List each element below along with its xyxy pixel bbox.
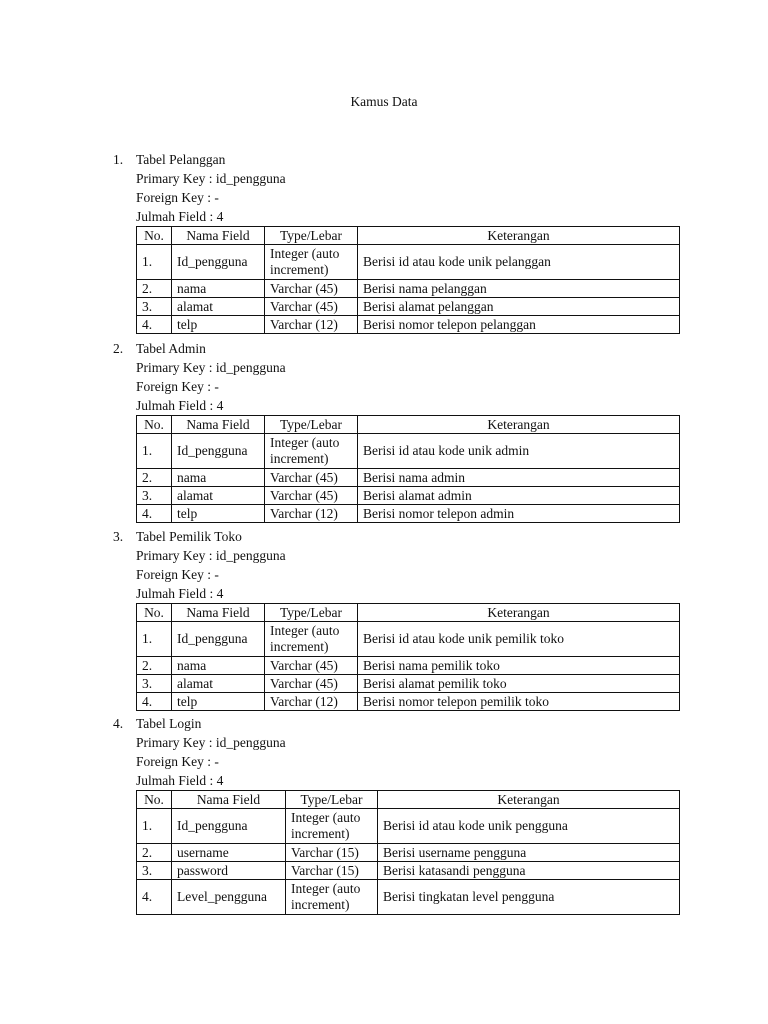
table-row bbox=[137, 622, 680, 657]
cell-field: telp bbox=[172, 316, 265, 334]
header-keterangan: Keterangan bbox=[358, 416, 680, 434]
section-heading bbox=[0, 527, 768, 546]
cell-keterangan: Berisi nama pemilik toko bbox=[358, 657, 680, 675]
cell-type: Varchar (12) bbox=[265, 505, 358, 523]
table-row bbox=[137, 675, 680, 693]
cell-keterangan: Berisi id atau kode unik pengguna bbox=[378, 809, 680, 844]
table-row bbox=[137, 280, 680, 298]
cell-no: 2. bbox=[137, 280, 172, 298]
field-count-line: Julmah Field : 4 bbox=[136, 209, 224, 224]
page-title: Kamus Data bbox=[350, 94, 418, 109]
data-dictionary-table bbox=[136, 226, 680, 334]
cell-keterangan: Berisi username pengguna bbox=[378, 844, 680, 862]
cell-field: Level_pengguna bbox=[172, 880, 286, 915]
cell-no: 2. bbox=[137, 844, 172, 862]
header-keterangan: Keterangan bbox=[358, 604, 680, 622]
data-dictionary-table bbox=[136, 415, 680, 523]
cell-no: 3. bbox=[137, 298, 172, 316]
header-keterangan: Keterangan bbox=[358, 227, 680, 245]
cell-field: nama bbox=[172, 469, 265, 487]
header-type-lebar: Type/Lebar bbox=[286, 791, 378, 809]
cell-type: Varchar (45) bbox=[265, 657, 358, 675]
cell-field: alamat bbox=[172, 298, 265, 316]
section-title: Tabel Login bbox=[136, 716, 202, 731]
cell-field: username bbox=[172, 844, 286, 862]
cell-field: nama bbox=[172, 280, 265, 298]
cell-type: Varchar (45) bbox=[265, 675, 358, 693]
foreign-key-line: Foreign Key : - bbox=[136, 567, 219, 582]
section-number: 2. bbox=[113, 341, 124, 356]
cell-keterangan: Berisi id atau kode unik pemilik toko bbox=[358, 622, 680, 657]
table-row bbox=[137, 693, 680, 711]
cell-field: telp bbox=[172, 505, 265, 523]
cell-type: Varchar (45) bbox=[265, 487, 358, 505]
cell-no: 3. bbox=[137, 487, 172, 505]
cell-no: 1. bbox=[137, 622, 172, 657]
cell-keterangan: Berisi tingkatan level pengguna bbox=[378, 880, 680, 915]
cell-type: Varchar (12) bbox=[265, 693, 358, 711]
header-no: No. bbox=[137, 791, 172, 809]
section-tabel-admin bbox=[0, 339, 768, 523]
section-number: 4. bbox=[113, 716, 124, 731]
section-title: Tabel Pemilik Toko bbox=[136, 529, 242, 544]
header-type-lebar: Type/Lebar bbox=[265, 227, 358, 245]
section-tabel-pelanggan bbox=[0, 150, 768, 334]
table-row bbox=[137, 469, 680, 487]
table-row bbox=[137, 505, 680, 523]
header-no: No. bbox=[137, 604, 172, 622]
cell-field: Id_pengguna bbox=[172, 245, 265, 280]
header-no: No. bbox=[137, 416, 172, 434]
section-title: Tabel Admin bbox=[136, 341, 206, 356]
cell-no: 1. bbox=[137, 434, 172, 469]
cell-type: Varchar (12) bbox=[265, 316, 358, 334]
section-heading bbox=[0, 150, 768, 169]
header-keterangan: Keterangan bbox=[378, 791, 680, 809]
cell-field: Id_pengguna bbox=[172, 434, 265, 469]
cell-keterangan: Berisi nomor telepon pelanggan bbox=[358, 316, 680, 334]
header-no: No. bbox=[137, 227, 172, 245]
table-row bbox=[137, 862, 680, 880]
table-row bbox=[137, 298, 680, 316]
foreign-key-line: Foreign Key : - bbox=[136, 190, 219, 205]
section-heading bbox=[0, 339, 768, 358]
cell-keterangan: Berisi alamat pelanggan bbox=[358, 298, 680, 316]
foreign-key-line: Foreign Key : - bbox=[136, 754, 219, 769]
table-row bbox=[137, 316, 680, 334]
cell-type: Varchar (45) bbox=[265, 469, 358, 487]
primary-key-line: Primary Key : id_pengguna bbox=[136, 735, 286, 750]
field-count-line: Julmah Field : 4 bbox=[136, 773, 224, 788]
cell-keterangan: Berisi id atau kode unik admin bbox=[358, 434, 680, 469]
table-header-row bbox=[137, 416, 680, 434]
cell-field: password bbox=[172, 862, 286, 880]
section-title: Tabel Pelanggan bbox=[136, 152, 226, 167]
cell-type: Varchar (15) bbox=[286, 862, 378, 880]
table-row bbox=[137, 809, 680, 844]
cell-keterangan: Berisi nama pelanggan bbox=[358, 280, 680, 298]
table-row bbox=[137, 487, 680, 505]
header-nama-field: Nama Field bbox=[172, 227, 265, 245]
cell-type: Varchar (45) bbox=[265, 280, 358, 298]
table-header-row bbox=[137, 604, 680, 622]
header-nama-field: Nama Field bbox=[172, 604, 265, 622]
header-nama-field: Nama Field bbox=[172, 416, 265, 434]
header-type-lebar: Type/Lebar bbox=[265, 416, 358, 434]
cell-no: 4. bbox=[137, 316, 172, 334]
table-header-row bbox=[137, 227, 680, 245]
table-row bbox=[137, 245, 680, 280]
table-row bbox=[137, 844, 680, 862]
cell-no: 4. bbox=[137, 880, 172, 915]
cell-no: 4. bbox=[137, 693, 172, 711]
cell-field: alamat bbox=[172, 487, 265, 505]
cell-no: 4. bbox=[137, 505, 172, 523]
cell-no: 1. bbox=[137, 245, 172, 280]
field-count-line: Julmah Field : 4 bbox=[136, 398, 224, 413]
cell-field: Id_pengguna bbox=[172, 622, 265, 657]
cell-field: telp bbox=[172, 693, 265, 711]
foreign-key-line: Foreign Key : - bbox=[136, 379, 219, 394]
section-heading bbox=[0, 714, 768, 733]
cell-no: 3. bbox=[137, 675, 172, 693]
cell-field: nama bbox=[172, 657, 265, 675]
cell-type: Integer (auto increment) bbox=[286, 880, 378, 915]
section-number: 1. bbox=[113, 152, 124, 167]
cell-keterangan: Berisi katasandi pengguna bbox=[378, 862, 680, 880]
table-header-row bbox=[137, 791, 680, 809]
cell-type: Varchar (45) bbox=[265, 298, 358, 316]
data-dictionary-table bbox=[136, 603, 680, 711]
cell-type: Integer (auto increment) bbox=[265, 434, 358, 469]
data-dictionary-table bbox=[136, 790, 680, 915]
cell-no: 1. bbox=[137, 809, 172, 844]
cell-keterangan: Berisi nama admin bbox=[358, 469, 680, 487]
section-tabel-login bbox=[0, 714, 768, 915]
cell-keterangan: Berisi nomor telepon pemilik toko bbox=[358, 693, 680, 711]
cell-field: Id_pengguna bbox=[172, 809, 286, 844]
cell-no: 3. bbox=[137, 862, 172, 880]
field-count-line: Julmah Field : 4 bbox=[136, 586, 224, 601]
cell-keterangan: Berisi alamat pemilik toko bbox=[358, 675, 680, 693]
section-number: 3. bbox=[113, 529, 124, 544]
section-tabel-pemilik-toko bbox=[0, 527, 768, 711]
cell-type: Varchar (15) bbox=[286, 844, 378, 862]
cell-keterangan: Berisi nomor telepon admin bbox=[358, 505, 680, 523]
cell-keterangan: Berisi id atau kode unik pelanggan bbox=[358, 245, 680, 280]
primary-key-line: Primary Key : id_pengguna bbox=[136, 360, 286, 375]
cell-type: Integer (auto increment) bbox=[265, 245, 358, 280]
header-type-lebar: Type/Lebar bbox=[265, 604, 358, 622]
header-nama-field: Nama Field bbox=[172, 791, 286, 809]
cell-keterangan: Berisi alamat admin bbox=[358, 487, 680, 505]
table-row bbox=[137, 880, 680, 915]
cell-no: 2. bbox=[137, 657, 172, 675]
cell-field: alamat bbox=[172, 675, 265, 693]
primary-key-line: Primary Key : id_pengguna bbox=[136, 171, 286, 186]
cell-type: Integer (auto increment) bbox=[286, 809, 378, 844]
table-row bbox=[137, 434, 680, 469]
table-row bbox=[137, 657, 680, 675]
primary-key-line: Primary Key : id_pengguna bbox=[136, 548, 286, 563]
cell-no: 2. bbox=[137, 469, 172, 487]
cell-type: Integer (auto increment) bbox=[265, 622, 358, 657]
